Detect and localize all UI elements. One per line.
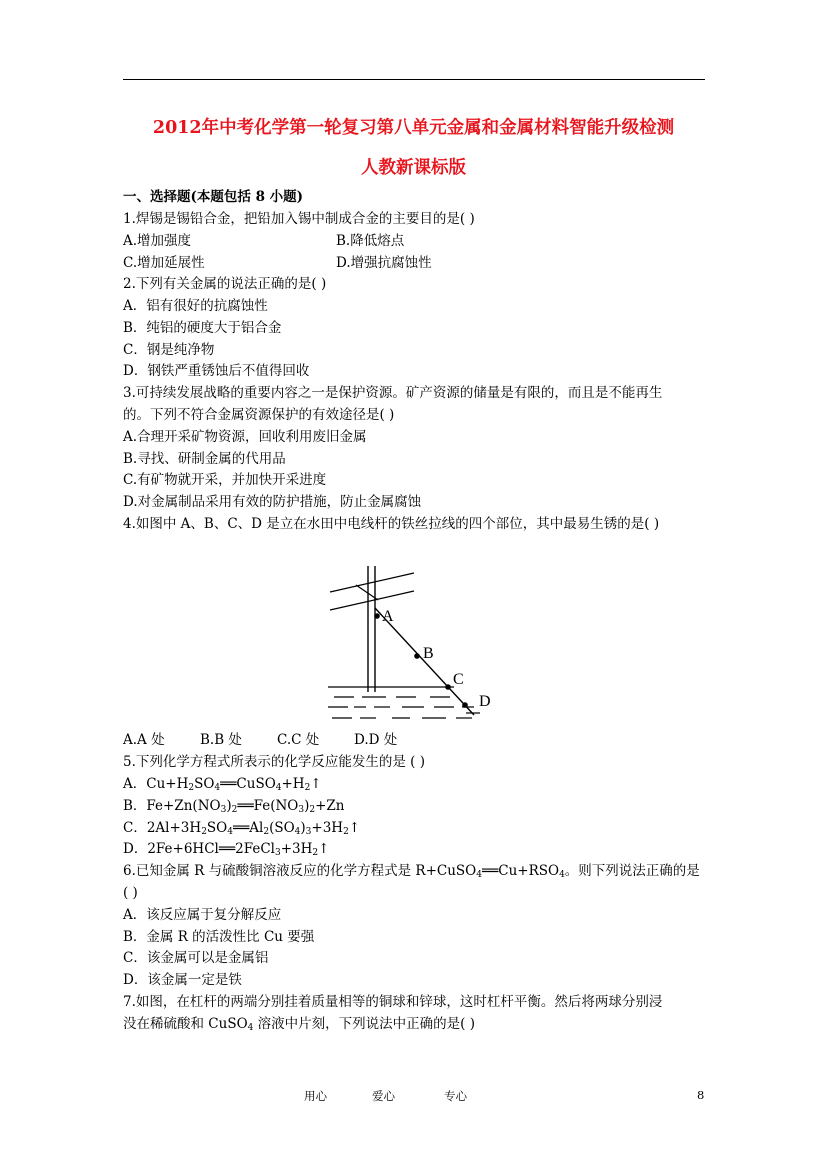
question-3-option-c: C.有矿物就开采，并加快开采进度 [123,472,327,488]
question-6-option-a: A．该反应属于复分解反应 [123,907,282,923]
point-a [374,613,380,619]
label-b: B [423,645,434,662]
water-marks [328,697,480,718]
question-4-option-d: D.D 处 [354,732,398,748]
question-3-option-b: B.寻找、研制金属的代用品 [123,451,286,467]
question-2-option-b: B．纯铝的硬度大于铝合金 [123,320,282,336]
question-5-option-b: B．$Fe+Zn(NO_3)_2══Fe(NO_3)_2+Zn$ [123,798,345,815]
label-d: D [479,693,491,710]
footer-text-1: 用心 [304,1089,327,1103]
question-6-option-d: D．该金属一定是铁 [123,972,242,988]
footer-text-2: 爱心 [372,1089,395,1103]
question-7-stem-line1: 7.如图，在杠杆的两端分别挂着质量相等的铜球和锌球，这时杠杆平衡。然后将两球分别浸 [123,994,663,1010]
question-6-stem-line1: 6.已知金属 R 与硫酸铜溶液反应的化学方程式是 $R+CuSO_4══Cu+RSO_4$。则下列说法正确的是 [123,863,700,880]
question-2-option-d: D．钢铁严重锈蚀后不值得回收 [123,363,310,379]
question-4-stem: 4.如图中 A、B、C、D 是立在水田中电线杆的铁丝拉线的四个部位，其中最易生锈的是( ) [123,516,660,532]
label-c: C [453,671,464,688]
question-1-option-d: D.增强抗腐蚀性 [336,255,432,271]
section-heading: 一、选择题(本题包括 8 小题) [123,189,304,205]
question-5-option-a: A．$Cu+H_2SO_4══CuSO_4+H_2↑$ [123,776,322,793]
label-a: A [382,608,394,625]
question-5-option-c: C．$2Al+3H_2SO_4══Al_2(SO_4)_3+3H_2↑$ [123,820,361,837]
crossbar-upper [330,573,414,592]
question-1-option-a: A.增加强度 [123,233,192,249]
point-b [414,653,420,659]
pole-guy-wire-figure [326,560,506,730]
question-3-option-a: A.合理开采矿物资源，回收利用废旧金属 [123,429,367,445]
question-4-option-a: A.A 处 [123,732,165,748]
page-title: 2012年中考化学第一轮复习第八单元金属和金属材料智能升级检测 [152,118,675,138]
question-3-stem-line2: 的。下列不符合金属资源保护的有效途径是( ) [123,407,395,423]
question-3-stem-line1: 3.可持续发展战略的重要内容之一是保护资源。矿产资源的储量是有限的，而且是不能再生 [123,385,663,401]
question-5-option-d: D．$2Fe+6HCl══2FeCl_3+3H_2↑$ [123,841,330,858]
question-3-option-d: D.对金属制品采用有效的防护措施，防止金属腐蚀 [123,494,422,510]
header-rule [123,79,705,80]
page-subtitle: 人教新课标版 [361,158,466,178]
question-4-option-b: B.B 处 [200,732,242,748]
question-5-stem: 5.下列化学方程式所表示的化学反应能发生的是 ( ) [123,754,425,770]
question-1-option-c: C.增加延展性 [123,255,205,271]
question-1-option-b: B.降低熔点 [336,233,405,249]
question-4-option-c: C.C 处 [277,732,320,748]
question-6-option-b: B．金属 R 的活泼性比 Cu 要强 [123,929,315,945]
question-2-option-a: A．铝有很好的抗腐蚀性 [123,298,268,314]
question-7-stem-line2: 没在稀硫酸和 CuSO$_4$ 溶液中片刻，下列说法中正确的是( ) [123,1016,475,1033]
question-2-option-c: C．钢是纯净物 [123,342,215,358]
page-number: 8 [697,1088,705,1102]
question-2-stem: 2.下列有关金属的说法正确的是( ) [123,276,327,292]
question-6-option-c: C．该金属可以是金属铝 [123,950,269,966]
crossbar-lower [330,591,414,610]
question-1-stem: 1.焊锡是锡铅合金，把铅加入锡中制成合金的主要目的是( ) [123,211,475,227]
question-6-stem-line2: ( ) [123,885,138,901]
footer-text-3: 专心 [444,1089,467,1103]
